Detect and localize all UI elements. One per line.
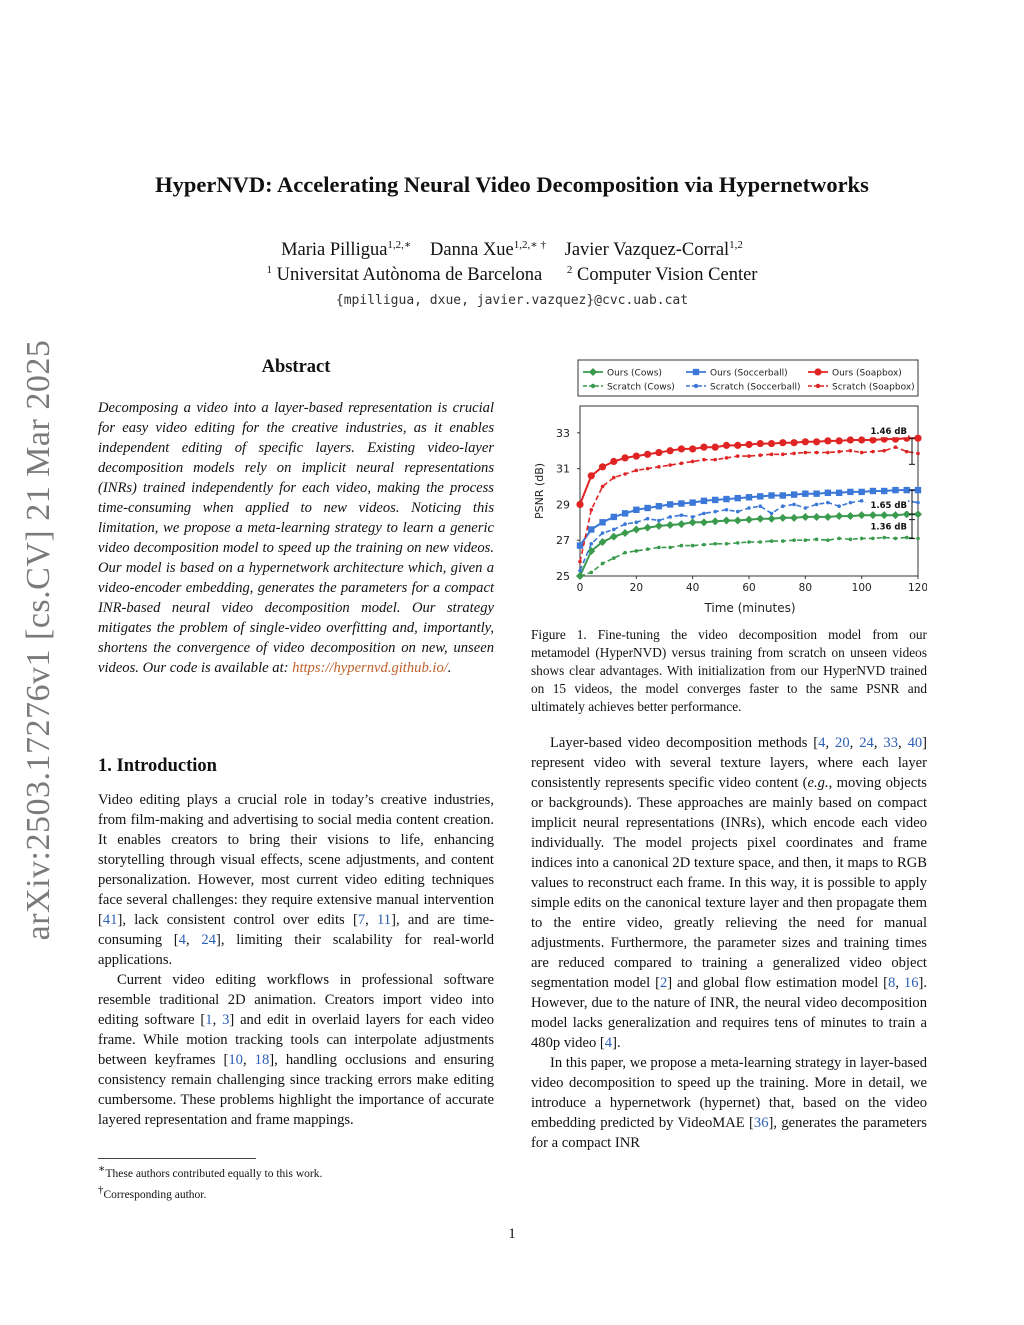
data-point [657,546,661,550]
data-point [826,451,830,455]
data-point [702,512,706,516]
paper-title: HyperNVD: Accelerating Neural Video Decomposition via Hypernetworks [155,172,869,197]
data-point [668,546,672,550]
citation-link[interactable]: 10 [228,1052,243,1068]
citation-link[interactable]: 8 [888,975,896,991]
citation-link[interactable]: 4 [178,932,186,948]
data-point [656,503,662,509]
data-point [589,508,593,512]
data-point [668,463,672,467]
data-point [589,542,593,546]
data-point [882,536,886,540]
data-point [623,551,627,555]
citation-link[interactable]: 3 [222,1012,230,1028]
data-point [747,540,751,544]
data-point [646,467,650,471]
data-point [713,458,717,462]
data-point [802,438,809,445]
paragraph: Layer-based video decomposition methods [4, 20, 24, 33, 40] represent video with several texture layers, where each layer consistently represents specific video content (e.g., moving objects or backgrounds). These approaches are mainly based on compact implicit neural representations (INRs), which encode each video individually. The model projects pixel coordinates and frame indices into a canonical 2D texture space, and then, it maps to RGB values to reconstruct each frame. In this way, it is possible to apply simple edits on the canonical texture layer and then propagate them to the entire video, greatly relieving the need for manual adjustments. Furthermore, the parameter sizes and training times are reduced compared to training a generalized video object segmentation model [2] and global flow estimation model [8, 16]. However, due to the nature of INR, the neural video decomposition model lacks generalization and requires tens of minutes to train a 480p video [4]. [531,735,928,1051]
data-point [815,503,819,507]
legend-label: Scratch (Soccerball) [710,382,801,393]
psnr-line-chart [531,352,927,622]
data-point [668,515,672,519]
data-point [860,499,864,503]
y-tick-label: 33 [556,426,570,440]
data-point [655,449,662,456]
data-point [792,503,796,507]
data-point [601,485,605,489]
data-point [915,487,921,493]
data-point [792,538,796,542]
citation-link[interactable]: 4 [604,1035,613,1051]
data-point [916,537,920,541]
data-point [804,506,808,510]
data-point [837,450,841,454]
data-point [836,490,842,496]
citation-link[interactable]: 11 [377,912,392,928]
legend-label: Ours (Cows) [607,368,662,379]
data-point [646,517,650,521]
data-point [914,435,921,442]
data-point [725,456,729,460]
gap-label: 1.46 dB [870,427,907,438]
data-point [904,487,910,493]
data-point [770,453,774,457]
data-point [702,458,706,462]
citation-link[interactable]: 24 [859,735,874,751]
data-point [610,458,617,465]
data-point [611,514,617,520]
affiliation: $^2$ Computer Vision Center [566,264,758,286]
x-axis-label: Time (minutes) [704,601,796,615]
figure-caption: Figure 1. Fine-tuning the video decomposition model from our metamodel (HyperNVD) versus training from scratch on unseen videos shows clear advantages. With initialization from our HyperNVD trained on 15 videos, the model converges faster to the same PSNR and ultimately achieves better performance. [531,627,927,714]
data-point [814,368,821,375]
data-point [826,501,830,505]
y-tick-label: 27 [556,534,570,548]
data-point [713,510,717,514]
data-point [770,512,774,516]
data-point [791,491,797,497]
data-point [745,441,752,448]
data-point [725,542,729,546]
data-point [804,538,808,542]
data-point [894,445,898,449]
data-point [591,384,595,388]
project-link[interactable]: https://hypernvd.github.io/ [292,660,448,676]
author-emails: {mpilligua, dxue, javier.vazquez}@cvc.uab.cat [335,293,689,308]
citation-link[interactable]: 20 [835,735,850,751]
x-tick-label: 40 [685,582,700,594]
data-point [599,463,606,470]
data-point [736,541,740,545]
data-point [746,494,752,500]
citation-link[interactable]: 2 [659,975,668,991]
footnote-divider [98,1158,256,1159]
data-point [713,542,717,546]
author-list [0,238,1024,261]
data-point [599,519,605,525]
footnote: ∗These authors contributed equally to this work. [98,1163,323,1180]
data-point [623,522,627,526]
right-column-body [531,733,927,1153]
data-point [780,492,786,498]
data-point [622,510,628,516]
data-point [779,439,786,446]
data-point [757,493,763,499]
data-point [858,489,864,495]
data-point [881,488,887,494]
data-point [816,384,820,388]
data-point [758,453,762,457]
citation-link[interactable]: 18 [254,1052,270,1068]
legend-label: Ours (Soccerball) [710,368,788,379]
citation-link[interactable]: 40 [907,735,923,751]
legend-label: Scratch (Soapbox) [832,382,915,393]
citation-link[interactable]: 36 [753,1115,769,1131]
data-point [837,504,841,508]
data-point [578,560,582,564]
gap-label: 1.65 dB [870,500,907,511]
author: Maria Pilligua$^{1,2,∗}$ [281,239,412,261]
data-point [916,452,920,456]
y-tick-label: 25 [556,570,570,583]
x-tick-label: 20 [629,582,644,594]
data-point [849,449,853,453]
data-point [892,487,898,493]
paragraph: Video editing plays a crucial role in today’s creative industries, from film-making and advertising to social media content creation. It enables creators to bring their visions to life, enhancing storytelling through visual effects, scene adjustments, and content personalization. However, most current video editing techniques face several challenges: they require extensive manual intervention [41], lack consistent control over edits [7, 11], and are time-consuming [4, 24], limiting their scalability for real-world applications. [98,792,495,968]
data-point [667,501,673,507]
introduction-body [98,790,494,1130]
citation-link[interactable]: 41 [102,912,118,928]
citation-link[interactable]: 33 [883,735,898,751]
data-point [623,472,627,476]
data-point [781,504,785,508]
data-point [802,490,808,496]
data-point [860,537,864,541]
figure-1-chart [531,352,927,622]
data-point [758,540,762,544]
data-point [588,472,595,479]
data-point [860,451,864,455]
x-tick-label: 120 [907,582,927,594]
data-point [837,537,841,541]
data-point [612,556,616,560]
citation-link[interactable]: 1 [205,1012,213,1028]
author: Danna Xue$^{1,2,∗ \dagger}$ [430,239,546,261]
data-point [723,496,729,502]
data-point [633,453,640,460]
data-point [825,490,831,496]
data-point [589,571,593,575]
data-point [644,505,650,511]
data-point [667,447,674,454]
author: Javier Vazquez-Corral$^{1,2}$ [564,239,743,261]
paragraph: In this paper, we propose a meta-learning strategy in layer-based video decomposition to speed up the training. More in detail, we introduce a hypernetwork (hypernet) that, based on the video embedding predicted by VideoMAE [36], generates the parameters for a compact INR [531,1055,927,1151]
data-point [735,495,741,501]
data-point [635,521,639,525]
data-point [646,547,650,551]
x-tick-label: 0 [576,582,584,594]
data-point [815,538,819,542]
data-point [905,536,909,540]
citation-link[interactable]: 24 [201,932,216,948]
data-point [689,445,696,452]
data-point [813,438,820,445]
gap-label: 1.36 dB [870,522,907,533]
data-point [621,454,628,461]
data-point [678,500,684,506]
data-point [712,444,719,451]
data-point [836,437,843,444]
data-point [635,469,639,473]
data-point [815,451,819,455]
data-point [680,513,684,517]
data-point [577,542,583,548]
data-point [644,451,651,458]
data-point [702,543,706,547]
data-point [712,497,718,503]
data-point [849,538,853,542]
data-point [578,574,582,578]
data-point [882,449,886,453]
data-point [871,537,875,541]
data-point [612,528,616,532]
data-point [747,506,751,510]
data-point [870,488,876,494]
data-point [691,515,695,519]
abstract-text: Decomposing a video into a layer-based representation is crucial for easy video editing for the creative industries, as it enables independent editing of specific layers. Existing video-layer decomposition models rely on implicit neural representations (INRs) trained independently for each video, making the process time-consuming when applied to new videos. Noticing this limitation, we propose a meta-learning strategy to learn a generic video decomposition model to speed up the training on new videos. Our model is based on a hypernetwork architecture which, given a video-encoder embedding, generates the parameters for a compact INR-based neural video decomposition model. Our strategy mitigates the problem of single-video overfitting and, importantly, shortens the convergence of video decomposition on new, unseen videos. Our code is available at: https://hypernvd.github.io/. [98,400,494,676]
data-point [905,450,909,454]
affiliation-list [0,264,1024,286]
footnotes [98,1158,398,1203]
data-point [678,445,685,452]
data-point [723,442,730,449]
data-point [847,489,853,495]
data-point [601,562,605,566]
data-point [691,544,695,548]
data-point [768,440,775,447]
section-heading-introduction: 1. Introduction [98,756,217,776]
data-point [804,451,808,455]
data-point [700,444,707,451]
data-point [736,454,740,458]
data-point [792,452,796,456]
abstract-heading: Abstract [261,357,331,377]
data-point [689,499,695,505]
data-point [790,439,797,446]
y-tick-label: 29 [556,498,570,512]
data-point [747,454,751,458]
data-point [576,501,583,508]
data-point [578,569,582,573]
footnote: †Corresponding author. [98,1183,207,1201]
data-point [916,501,920,505]
data-point [847,436,854,443]
data-point [694,384,698,388]
arxiv-identifier [8,340,70,940]
data-point [869,436,876,443]
data-point [725,508,729,512]
y-tick-label: 31 [556,462,570,476]
data-point [858,436,865,443]
citation-link[interactable]: 4 [818,735,826,751]
data-point [691,460,695,464]
data-point [758,504,762,508]
legend-label: Scratch (Cows) [607,382,675,393]
data-point [849,501,853,505]
data-point [588,526,594,532]
citation-link[interactable]: 16 [903,975,919,991]
data-point [657,519,661,523]
data-point [826,538,830,542]
legend-label: Ours (Soapbox) [832,368,902,379]
data-point [612,476,616,480]
data-point [734,442,741,449]
data-point [635,549,639,553]
data-point [657,465,661,469]
affiliation: $^1$ Universitat Autònoma de Barcelona [266,264,543,286]
data-point [701,498,707,504]
paragraph: Current video editing workflows in professional software resemble traditional 2D animation. Creators import video into editing software [1, 3] and edit in overlaid layers for each video frame. While motion tracking tools can interpolate adjustments between keyframes [10, 18], handling occlusions and ensuring consistency remain challenging since tracking errors make editing cumbersome. These problems highlight the importance of accurate layered representation and frame mappings. [98,972,494,1128]
data-point [824,437,831,444]
data-point [813,490,819,496]
data-point [736,510,740,514]
data-point [768,492,774,498]
data-point [680,461,684,465]
data-point [781,453,785,457]
data-point [770,539,774,543]
data-point [601,531,605,535]
y-axis-label: PSNR (dB) [533,462,546,520]
page-number: 1 [508,1226,516,1242]
data-point [757,440,764,447]
x-tick-label: 60 [742,582,756,594]
arxiv-id-text: arXiv:2503.17276v1 [cs.CV] 21 Mar 2025 [20,339,57,941]
x-tick-label: 100 [851,582,872,594]
data-point [894,537,898,541]
data-point [781,539,785,543]
citation-link[interactable]: 7 [357,912,366,928]
data-point [871,450,875,454]
data-point [633,507,639,513]
x-tick-label: 80 [798,582,813,594]
data-point [680,544,684,548]
data-point [693,369,699,375]
